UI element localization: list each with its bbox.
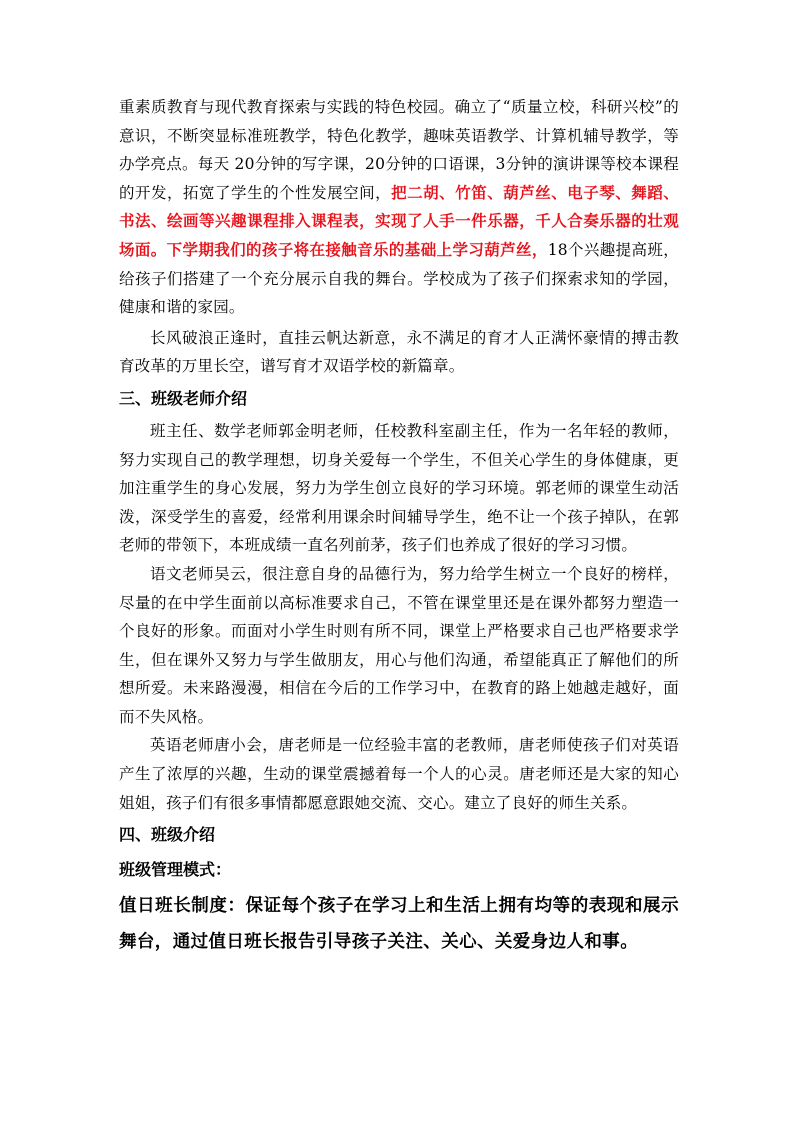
duty-monitor-paragraph: 值日班长制度：保证每个孩子在学习上和生活上拥有均等的表现和展示舞台，通过值日班长报告引导孩子关注、关心、关爱身边人和事。	[119, 896, 679, 953]
school-features-text-a: 重素质教育与现代教育探索与实践的特色校园。确立了“质量立校，科研兴校”的意识，不断突显标准班教学，特色化教学，趣味英语教学、计算机辅导教学，等办学亮点。每天 20分钟的写字课，20分钟的口语课，3分钟的演讲课等校本课程的开发，拓宽了学生的个性发展空间，	[119, 98, 679, 202]
closing-paragraph: 长风破浪正逢时，直挂云帆达新意，永不满足的育才人正满怀豪情的搏击教育改革的万里长空，谱写育才双语学校的新篇章。	[119, 328, 679, 376]
class-management-subheading: 班级管理模式：	[119, 860, 232, 880]
teacher-tang-paragraph: 英语老师唐小会，唐老师是一位经验丰富的老教师，唐老师使孩子们对英语产生了浓厚的兴趣，生动的课堂震撼着每一个人的心灵。唐老师还是大家的知心姐姐，孩子们有很多事情都愿意跟她交流、交心。建立了良好的师生关系。	[119, 736, 679, 812]
section-heading-teachers: 三、班级老师介绍	[119, 388, 248, 408]
interest-courses-highlight: 把二胡、竹笛、葫芦丝、电子琴、舞蹈、书法、绘画等兴趣课程排入课程表，实现了人手一件乐器，千人合奏乐器的壮观场面。下学期我们的孩子将在接触音乐的基础上学习葫芦丝，	[119, 182, 679, 259]
school-features-paragraph	[119, 93, 679, 322]
teacher-wu-paragraph: 语文老师吴云，很注意自身的品德行为，努力给学生树立一个良好的榜样，尽量的在中学生面前以高标准要求自己，不管在课堂里还是在课外都努力塑造一个良好的形象。而面对小学生时则有所不同，课堂上严格要求自己也严格要求学生，但在课外又努力与学生做朋友，用心与他们沟通，希望能真正了解他们的所想所爱。未来路漫漫，相信在今后的工作学习中，在教育的路上她越走越好，面而不失风格。	[119, 564, 679, 726]
school-features-text-b: 18个兴趣提高班，给孩子们搭建了一个充分展示自我的舞台。学校成为了孩子们探索求知的学园，健康和谐的家园。	[119, 240, 679, 317]
document-page	[119, 93, 679, 960]
teacher-guo-paragraph: 班主任、数学老师郭金明老师，任校教科室副主任，作为一名年轻的教师，努力实现自己的教学理想，切身关爱每一个学生，不但关心学生的身体健康，更加注重学生的身心发展，努力为学生创立良好的学习环境。郭老师的课堂生动活泼，深受学生的喜爱，经常利用课余时间辅导学生，绝不让一个孩子掉队，在郭老师的带领下，本班成绩一直名列前茅，孩子们也养成了很好的学习习惯。	[119, 421, 679, 555]
section-heading-class: 四、班级介绍	[119, 825, 216, 845]
